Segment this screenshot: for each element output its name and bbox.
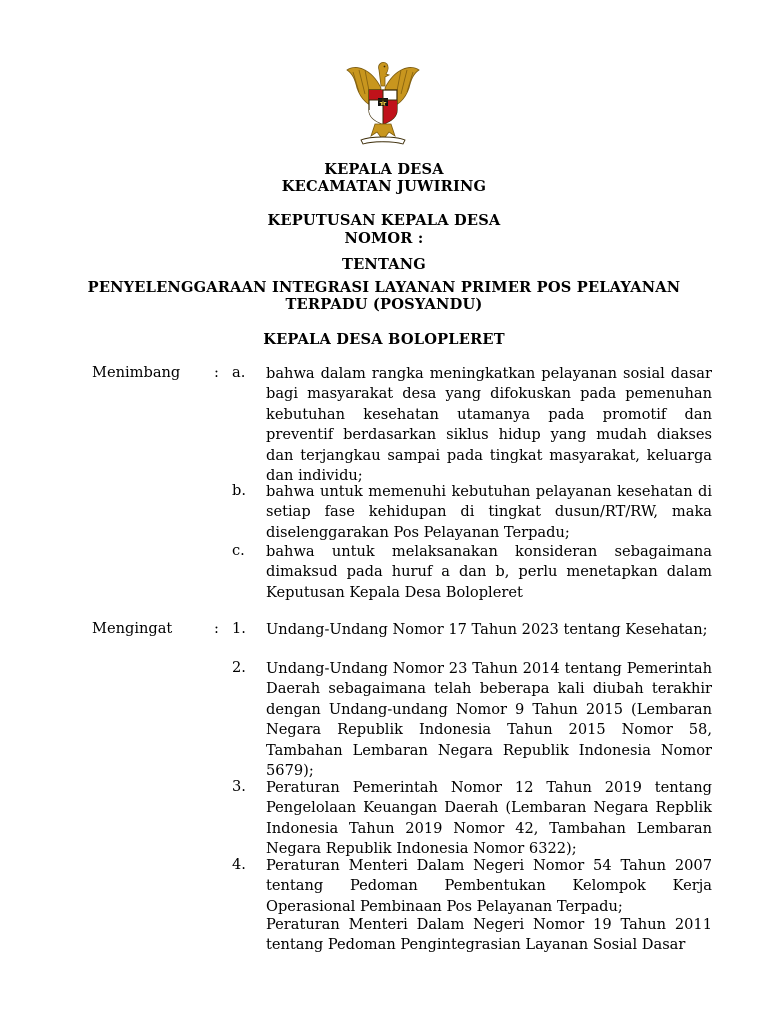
legal-basis-marker: 1. [232,620,246,637]
decree-subject-line-2: TERPADU (POSYANDU) [285,296,483,313]
menimbang-label: Menimbang [92,364,181,381]
legal-basis-text: Undang-Undang Nomor 17 Tahun 2023 tentang Kesehatan; [266,621,708,638]
menimbang-colon: : [214,364,219,381]
office-title: KEPALA DESA [324,161,444,178]
legal-basis-marker: 2. [232,659,246,676]
legal-basis-marker: 3. [232,778,246,795]
consideration-marker: c. [232,542,245,559]
legal-basis-text: Peraturan Menteri Dalam Negeri Nomor 19 Tahun 2011 tentang Pedoman Pengintegrasian Layanan Sosial Dasar [266,916,712,954]
legal-basis-text: Peraturan Pemerintah Nomor 12 Tahun 2019 tentang Pengelolaan Keuangan Daerah (Lembaran Negara Repblik Indonesia Tahun 2019 Nomor 42, Tambahan Lembaran Negara Republik Indonesia Nomor 6322); [266,779,712,858]
consideration-marker: b. [232,482,246,499]
consideration-text: bahwa dalam rangka meningkatkan pelayanan sosial dasar bagi masyarakat desa yang difokuskan pada pemenuhan kebutuhan kesehatan utamanya pada promotif dan preventif berdasarkan siklus hidup yang mudah diakses dan terjangkau sampai pada tingkat masyarakat, keluarga dan individu; [266,365,712,485]
decree-subject-line-1: PENYELENGGARAAN INTEGRASI LAYANAN PRIMER POS PELAYANAN [87,279,681,296]
decree-title: KEPUTUSAN KEPALA DESA [267,212,501,229]
legal-basis-text: Peraturan Menteri Dalam Negeri Nomor 54 Tahun 2007 tentang Pedoman Pembentukan Kelompok Kerja Operasional Pembinaan Pos Pelayanan Terpadu; [266,857,712,915]
mengingat-colon: : [214,620,219,637]
consideration-marker: a. [232,364,246,381]
consideration-text: bahwa untuk melaksanakan konsideran sebagaimana dimaksud pada huruf a dan b, perlu menetapkan dalam Keputusan Kepala Desa Bolopleret [266,543,712,601]
district-title: KECAMATAN JUWIRING [281,178,487,195]
consideration-text: bahwa untuk memenuhi kebutuhan pelayanan kesehatan di setiap fase kehidupan di tingkat dusun/RT/RW, maka diselenggarakan Pos Pelayanan Terpadu; [266,483,712,541]
legal-basis-marker: 4. [232,856,246,873]
about-label: TENTANG [342,256,426,273]
legal-basis-text: Undang-Undang Nomor 23 Tahun 2014 tentang Pemerintah Daerah sebagaimana telah beberapa kali diubah terakhir dengan Undang-undang Nomor 9 Tahun 2015 (Lembaran Negara Republik Indonesia Tahun 2015 Nomor 58, Tambahan Lembaran Negara Republik Indonesia Nomor 5679); [266,660,712,780]
mengingat-label: Mengingat [92,620,173,637]
garuda-pancasila-emblem [341,58,425,150]
issuer-title: KEPALA DESA BOLOPLERET [263,331,505,348]
decree-number-label: NOMOR : [344,230,424,247]
